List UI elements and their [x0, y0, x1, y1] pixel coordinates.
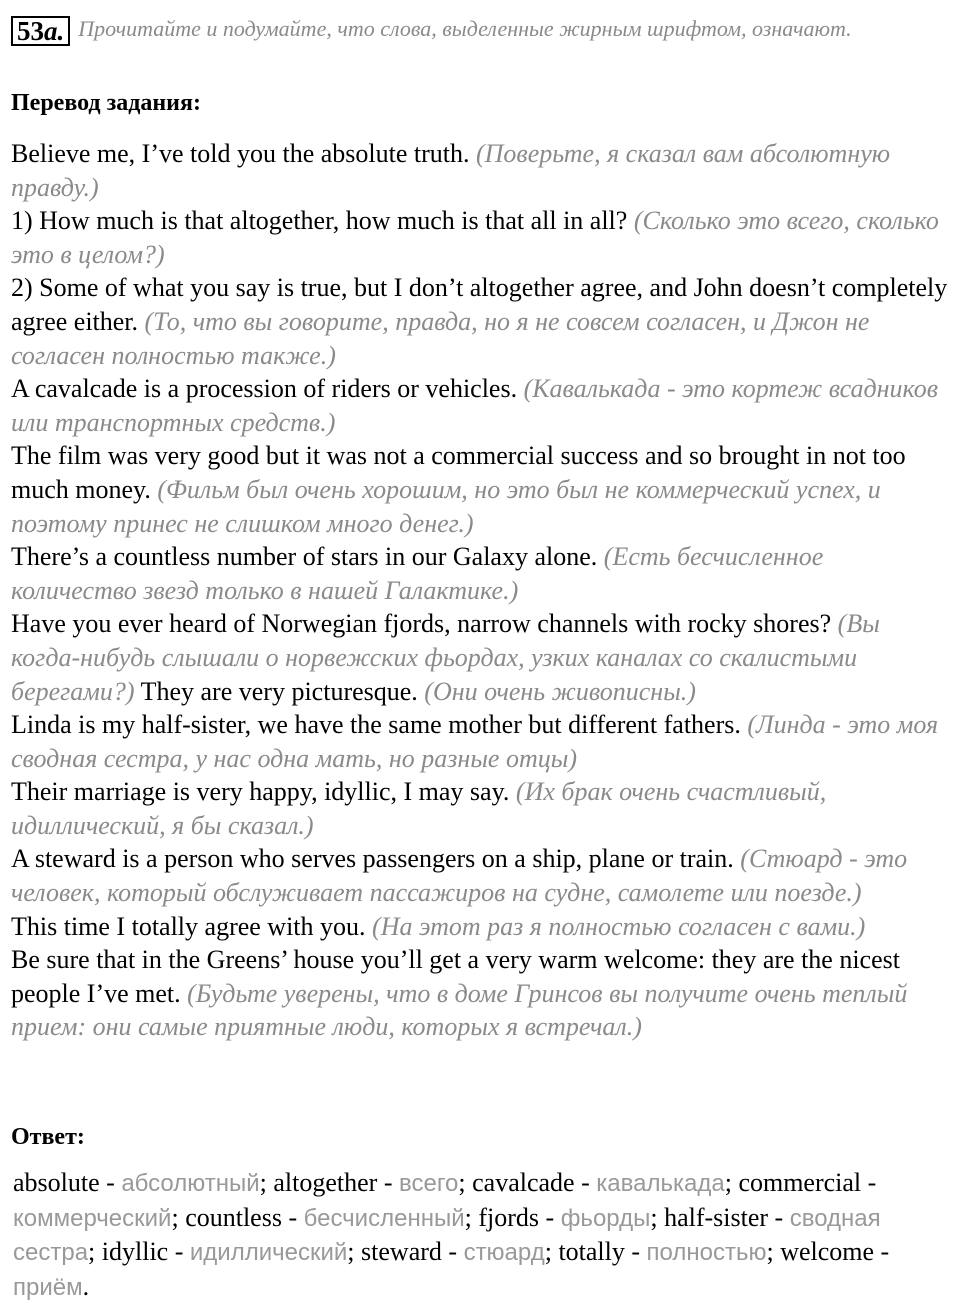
- sentence-item: [11, 271, 951, 372]
- answer-word: absolute: [13, 1168, 100, 1197]
- answer-translation: идиллический: [189, 1239, 348, 1267]
- sentence-item: [11, 775, 951, 842]
- sentence-english: Be sure that in the Greens’ house you’ll get a very warm welcome: they are the nicest people I’ve met.: [11, 945, 900, 1008]
- answer-word: countless: [185, 1202, 282, 1232]
- answer-list: absolute - абсолютный; altogether - всего; cavalcade - кавалькада; commercial - коммерческий; countless - бесчисленный; fjords - фьорды; half-sister - сводная сестра; idyllic - идиллический; steward - стюард; totally - полностью; welcome - приём.: [13, 1168, 890, 1301]
- answer-translation: всего: [398, 1170, 459, 1197]
- sentence-english: Have you ever heard of Norwegian fjords, narrow channels with rocky shores?: [11, 609, 832, 639]
- answer-word: fjords: [478, 1202, 540, 1232]
- sentence-item: [11, 910, 951, 944]
- sentence-translation: (Сколько это всего, сколько это в целом?): [11, 206, 939, 269]
- translation-section-title: Перевод задания:: [11, 90, 201, 116]
- answer-translation: абсолютный: [121, 1170, 260, 1197]
- task-letter: a.: [44, 16, 65, 46]
- task-header: [11, 14, 941, 47]
- sentence-translation: (На этот раз я полностью согласен с вами.): [372, 911, 866, 941]
- answer-translation: сводная сестра: [13, 1204, 881, 1267]
- sentence-translation: (Стюард - это человек, который обслуживает пассажиров на судне, самолете или поезде.): [11, 844, 908, 908]
- answer-translation: коммерческий: [13, 1204, 172, 1232]
- task-number: 53: [17, 16, 44, 46]
- answer-word: steward: [361, 1237, 442, 1267]
- sentence-translation: (Вы когда-нибудь слышали о норвежских фьордах, узких каналах со скалистыми берегами?): [11, 609, 880, 706]
- answer-word: idyllic: [101, 1237, 169, 1267]
- task-instruction: Прочитайте и подумайте, что слова, выделенные жирным шрифтом, означают.: [78, 16, 852, 41]
- answer-translation: бесчисленный: [303, 1204, 465, 1232]
- sentence-english: Their marriage is very happy, idyllic, I may say.: [11, 777, 510, 807]
- answer-translation: кавалькада: [596, 1170, 725, 1197]
- sentence-item: [11, 708, 951, 775]
- sentence-list: [11, 137, 951, 1044]
- sentence-translation: (Линда - это моя сводная сестра, у нас одна мать, но разные отцы): [11, 710, 939, 773]
- answer-word: altogether: [273, 1168, 378, 1197]
- sentence-english: Believe me, I’ve told you the absolute truth.: [11, 139, 470, 168]
- sentence-translation: (Будьте уверены, что в доме Гринсов вы получите очень теплый прием: они самые приятные люди, которых я встречал.): [11, 978, 908, 1042]
- sentence-item: [11, 439, 951, 540]
- answer-word: welcome: [780, 1237, 875, 1267]
- sentence-translation: (Есть бесчисленное количество звезд только в нашей Галактике.): [11, 542, 824, 605]
- answer-translation: полностью: [646, 1239, 767, 1267]
- sentence-item: [11, 204, 951, 271]
- answer-section-title: Ответ:: [11, 1124, 85, 1150]
- sentence-english: 1) How much is that altogether, how much is that all in all?: [11, 206, 628, 236]
- answer-word: totally: [558, 1237, 625, 1267]
- sentence-translation: (То, что вы говорите, правда, но я не совсем согласен, и Джон не согласен полностью также.): [11, 306, 870, 370]
- answer-translation: стюард: [463, 1239, 545, 1267]
- answer-word: half-sister: [664, 1202, 769, 1232]
- sentence-translation: (Их брак очень счастливый, идиллический, я бы сказал.): [11, 777, 827, 840]
- sentence-translation: (Они очень живописны.): [424, 676, 696, 706]
- sentence-english: The film was very good but it was not a commercial success and so brought in not too much money.: [11, 441, 906, 504]
- sentence-item: [11, 137, 951, 204]
- answer-word: cavalcade: [472, 1168, 575, 1197]
- sentence-translation: (Поверьте, я сказал вам абсолютную правду.): [11, 139, 891, 202]
- answer-word: commercial: [738, 1168, 862, 1197]
- sentence-item: [11, 372, 951, 439]
- sentence-english: 2) Some of what you say is true, but I don’t altogether agree, and John doesn’t completely agree either.: [11, 273, 948, 336]
- sentence-item: [11, 842, 951, 909]
- sentence-english: There’s a countless number of stars in our Galaxy alone.: [11, 542, 598, 572]
- sentence-translation: (Фильм был очень хорошим, но это был не коммерческий успех, и поэтому принес не слишком много денег.): [11, 474, 881, 538]
- sentence-english: Linda is my half-sister, we have the same mother but different fathers.: [11, 710, 741, 740]
- sentence-english: A cavalcade is a procession of riders or vehicles.: [11, 374, 518, 404]
- task-number-box: [11, 16, 70, 46]
- sentence-item: [11, 943, 951, 1044]
- sentence-english: A steward is a person who serves passengers on a ship, plane or train.: [11, 844, 734, 874]
- answer-translation: фьорды: [560, 1204, 651, 1232]
- sentence-item: [11, 607, 951, 708]
- sentence-item: [11, 540, 951, 607]
- sentence-english: They are very picturesque.: [140, 676, 418, 706]
- answer-translation: приём: [13, 1273, 83, 1301]
- sentence-english: This time I totally agree with you.: [11, 911, 366, 941]
- sentence-translation: (Кавалькада - это кортеж всадников или транспортных средств.): [11, 374, 939, 437]
